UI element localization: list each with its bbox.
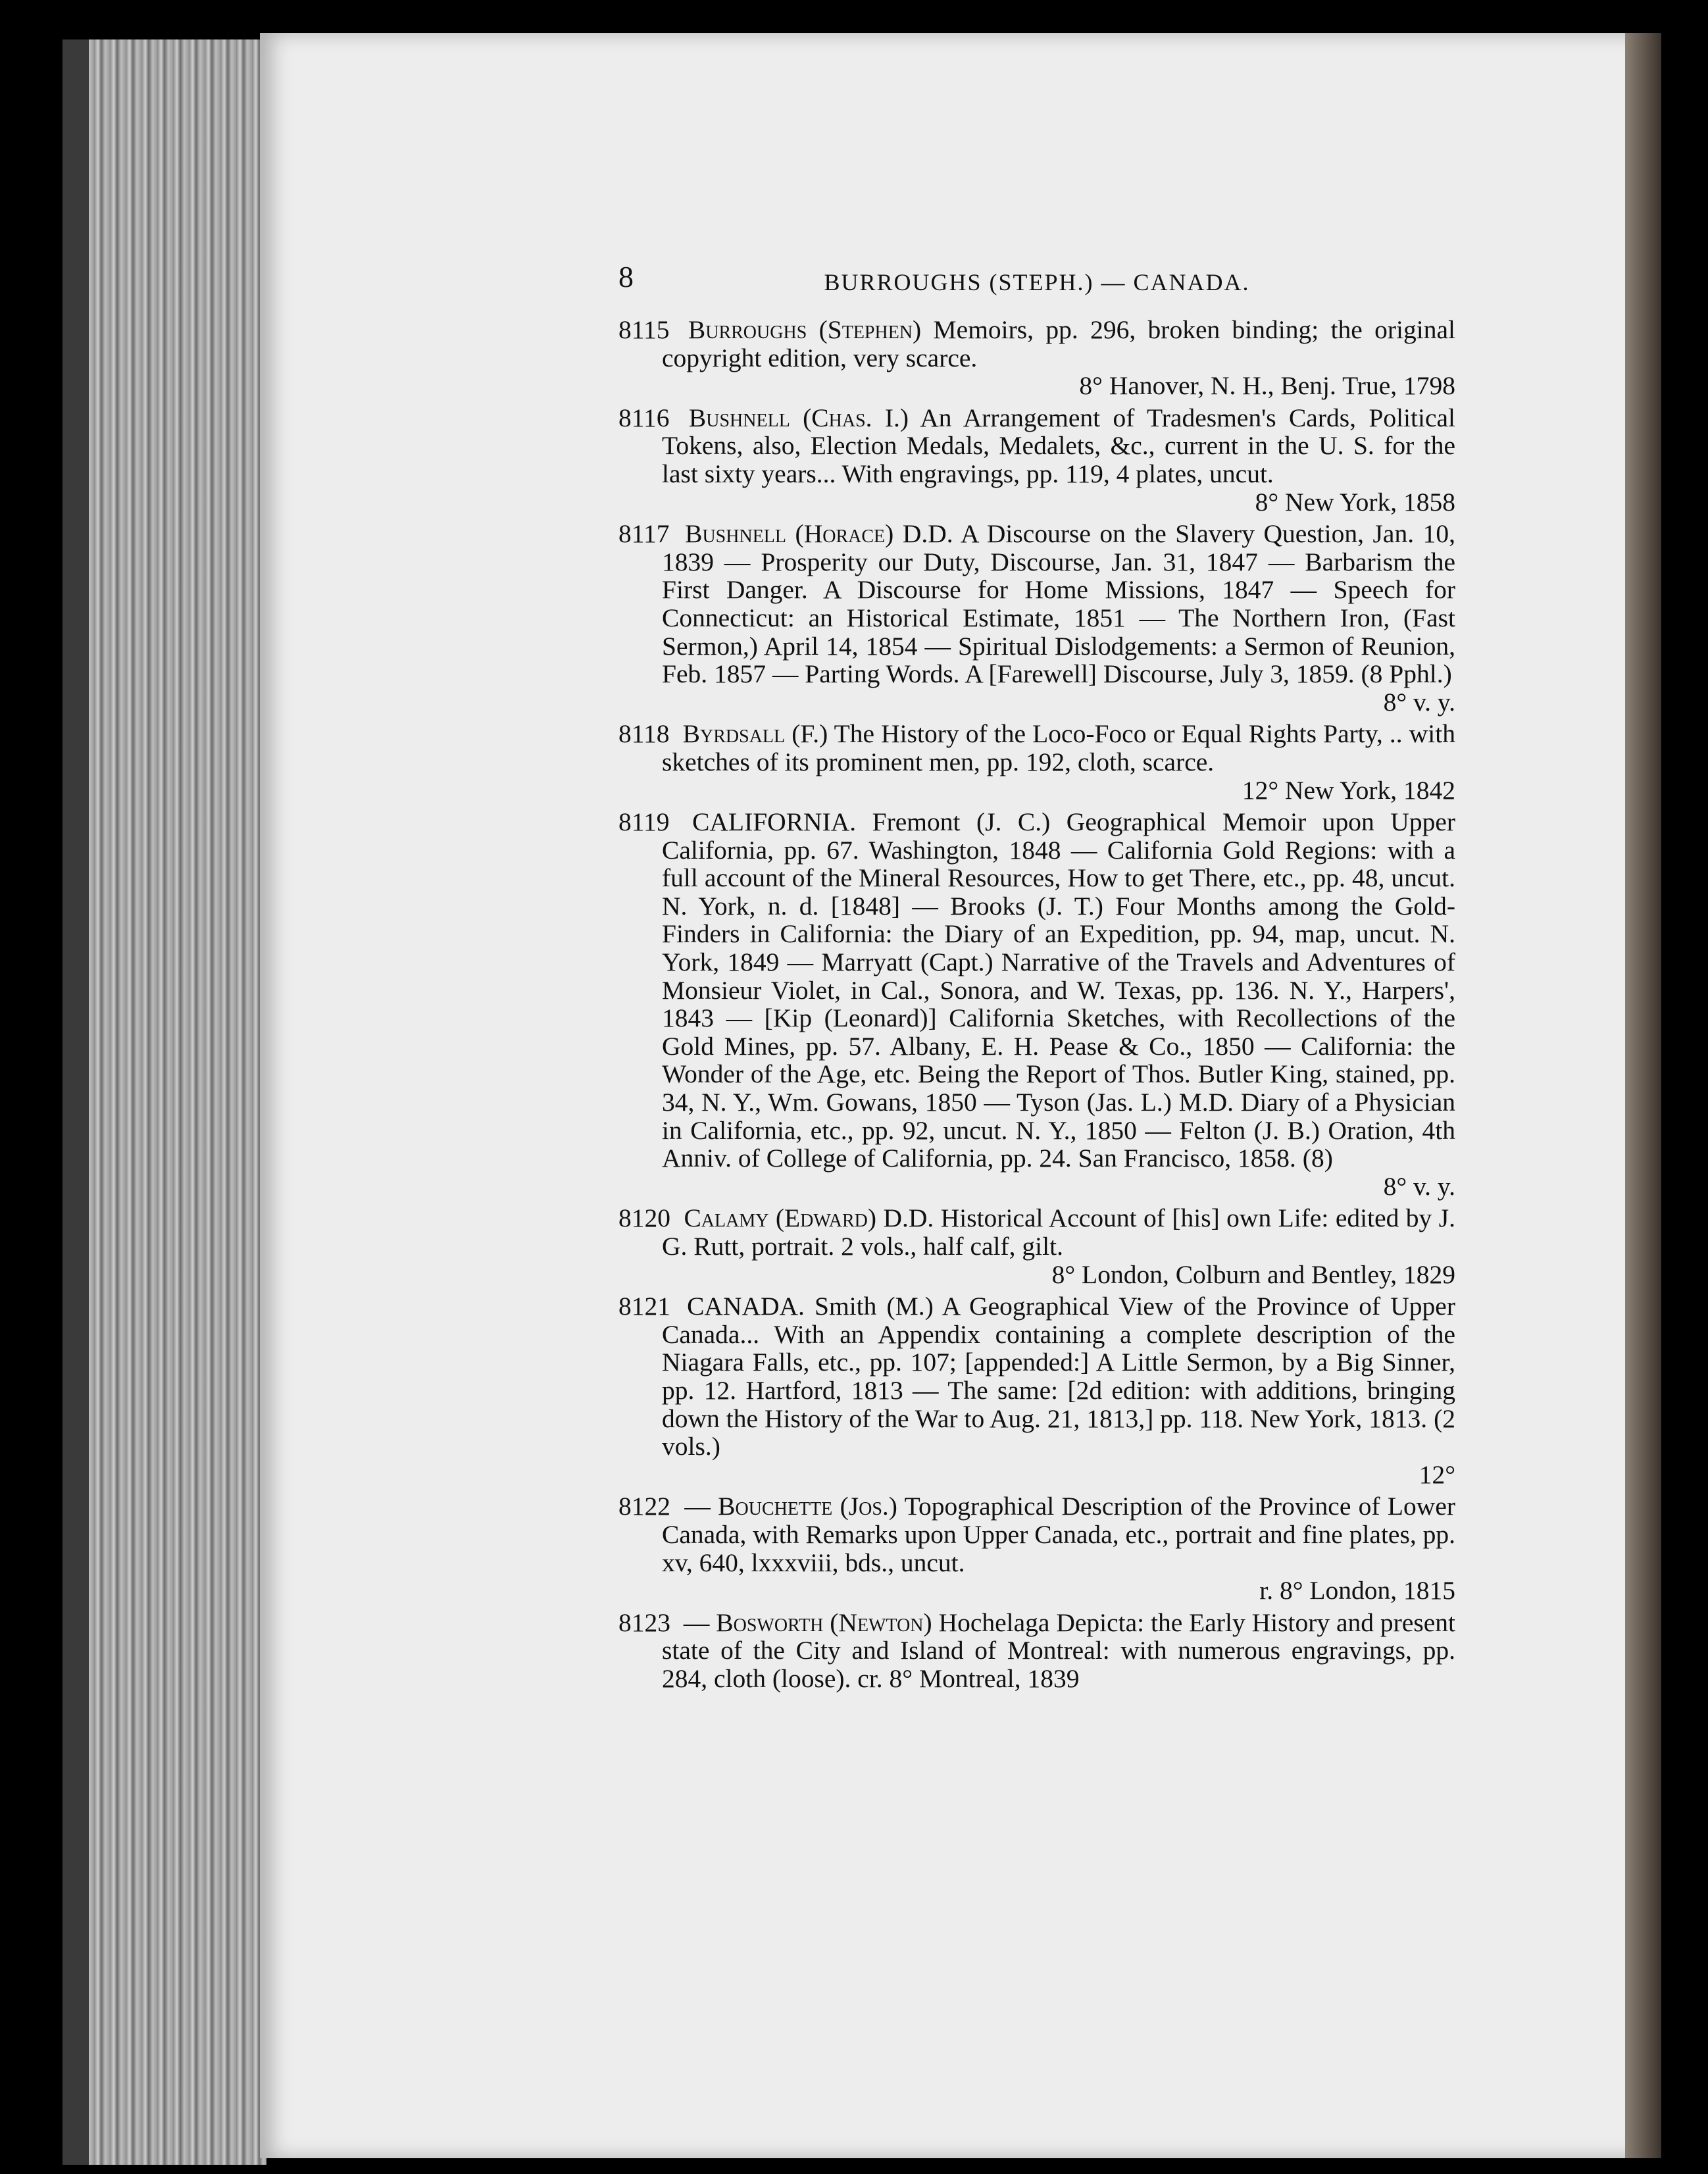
entry-imprint: 12°	[1419, 1459, 1455, 1489]
lot-number: 8117	[618, 519, 670, 549]
entry-body	[618, 1292, 1455, 1461]
entry-body	[618, 1609, 1455, 1693]
entry-body	[618, 316, 1455, 372]
entry-imprint: 8° v. y.	[1383, 1171, 1455, 1201]
entry-imprint: 8° New York, 1858	[1255, 487, 1455, 517]
catalog-entry	[618, 808, 1455, 1200]
entry-author: — Bouchette (Jos.)	[684, 1492, 897, 1521]
entry-text: Smith (M.) A Geographical View of the Province of Upper Canada... With an Appendix containing a complete description of the Niagara Falls, etc., pp. 107; [appended:] A Little Sermon, by a Big Sinner, pp. 12. Hartford, 1813 — The same: [2d edition: with additions, bringing down the History of the War to Aug. 21, 1813,] pp. 118. New York, 1813. (2 vols.)	[662, 1292, 1455, 1461]
catalog-entry	[618, 720, 1455, 804]
page-content	[618, 260, 1456, 1697]
entry-imprint: 8° Hanover, N. H., Benj. True, 1798	[1079, 371, 1455, 401]
entry-body	[618, 520, 1455, 688]
entry-author: Bushnell (Horace) D.D.	[685, 519, 953, 549]
lot-number: 8123	[618, 1607, 670, 1637]
entry-text: Memoirs, pp. 296, broken binding; the original copyright edition, very scarce.	[662, 315, 1456, 372]
lot-number: 8115	[618, 315, 670, 344]
page-right-edge	[1625, 33, 1661, 2158]
running-head: BURROUGHS (STEPH.) — CANADA.	[824, 269, 1250, 295]
lot-number: 8116	[618, 403, 670, 432]
lot-number: 8119	[618, 807, 670, 837]
entry-author: — Bosworth (Newton)	[683, 1607, 932, 1637]
entry-imprint: 12° New York, 1842	[1242, 775, 1455, 805]
entry-author: CALIFORNIA.	[692, 807, 857, 837]
entry-text: Fremont (J. C.) Geographical Memoir upon Upper California, pp. 67. Washington, 1848 — California Gold Regions: with a full account of the Mineral Resources, How to get There, etc., pp. 48, uncut. N. York, n. d. [1848] — Brooks (J. T.) Four Months among the Gold-Finders in California: the Diary of an Expedition, pp. 94, map, uncut. N. York, 1849 — Marryatt (Capt.) Narrative of the Travels and Adventures of Monsieur Violet, in Cal., Sonora, and W. Texas, pp. 136. N. Y., Harpers', 1843 — [Kip (Leonard)] California Sketches, with Recollections of the Gold Mines, pp. 57. Albany, E. H. Pease & Co., 1850 — California: the Wonder of the Age, etc. Being the Report of Thos. Butler King, stained, pp. 34, N. Y., Wm. Gowans, 1850 — Tyson (Jas. L.) M.D. Diary of a Physician in California, etc., pp. 92, uncut. N. Y., 1850 — Felton (J. B.) Oration, 4th Anniv. of College of California, pp. 24. San Francisco, 1858. (8)	[662, 807, 1456, 1173]
catalog-entry	[618, 1204, 1455, 1288]
entry-text: Hochelaga Depicta: the Early History and present state of the City and Island of Montreal: with numerous engravings, pp. 284, cloth (loose). cr. 8° Montreal, 1839	[662, 1607, 1455, 1693]
catalog-entry	[618, 1609, 1455, 1693]
entry-body	[618, 404, 1455, 488]
entry-text: A Discourse on the Slavery Question, Jan. 10, 1839 — Prosperity our Duty, Discourse, Jan. 31, 1847 — Barbarism the First Danger. A Discourse for Home Missions, 1847 — Speech for Connecticut: an Historical Estimate, 1851 — The Northern Iron, (Fast Sermon,) April 14, 1854 — Spiritual Dislodgements: a Sermon of Reunion, Feb. 1857 — Parting Words. A [Farewell] Discourse, July 3, 1859. (8 Pphl.)	[662, 519, 1455, 689]
entry-body	[618, 720, 1455, 776]
entry-text: Historical Account of [his] own Life: edited by J. G. Rutt, portrait. 2 vols., half calf, gilt.	[662, 1203, 1455, 1261]
entry-text: An Arrangement of Tradesmen's Cards, Political Tokens, also, Election Medals, Medalets, &c., current in the U. S. for the last sixty years... With engravings, pp. 119, 4 plates, uncut.	[662, 403, 1455, 488]
entry-author: Byrdsall (F.)	[682, 719, 828, 749]
entry-text: The History of the Loco-Foco or Equal Rights Party, .. with sketches of its prominent men, pp. 192, cloth, scarce.	[662, 719, 1455, 776]
entry-body	[618, 1204, 1455, 1260]
catalog-entry	[618, 404, 1455, 516]
page-number: 8	[618, 260, 634, 293]
entry-imprint: 8° v. y.	[1383, 687, 1455, 717]
entry-imprint: 8° London, Colburn and Bentley, 1829	[1051, 1259, 1455, 1289]
lot-number: 8120	[618, 1203, 670, 1233]
entry-author: Burroughs (Stephen)	[688, 315, 922, 344]
page-header	[618, 260, 1455, 316]
catalog-entry	[618, 1292, 1455, 1488]
entry-body	[618, 1492, 1455, 1577]
entry-body	[618, 808, 1455, 1173]
lot-number: 8122	[618, 1492, 670, 1521]
catalog-entry	[618, 1492, 1455, 1604]
entry-author: Bushnell (Chas. I.)	[688, 403, 909, 432]
entry-imprint: r. 8° London, 1815	[1259, 1576, 1455, 1605]
book-page-edges	[63, 39, 266, 2165]
entry-author: CANADA.	[687, 1292, 805, 1321]
entry-author: Calamy (Edward) D.D.	[684, 1203, 934, 1233]
lot-number: 8118	[618, 719, 670, 749]
catalog-entry	[618, 520, 1455, 716]
book-spine-shadow	[63, 39, 89, 2165]
catalog-entry	[618, 316, 1455, 400]
lot-number: 8121	[618, 1292, 670, 1321]
entry-text: Topographical Description of the Province of Lower Canada, with Remarks upon Upper Canada, etc., portrait and fine plates, pp. xv, 640, lxxxviii, bds., uncut.	[662, 1492, 1456, 1577]
